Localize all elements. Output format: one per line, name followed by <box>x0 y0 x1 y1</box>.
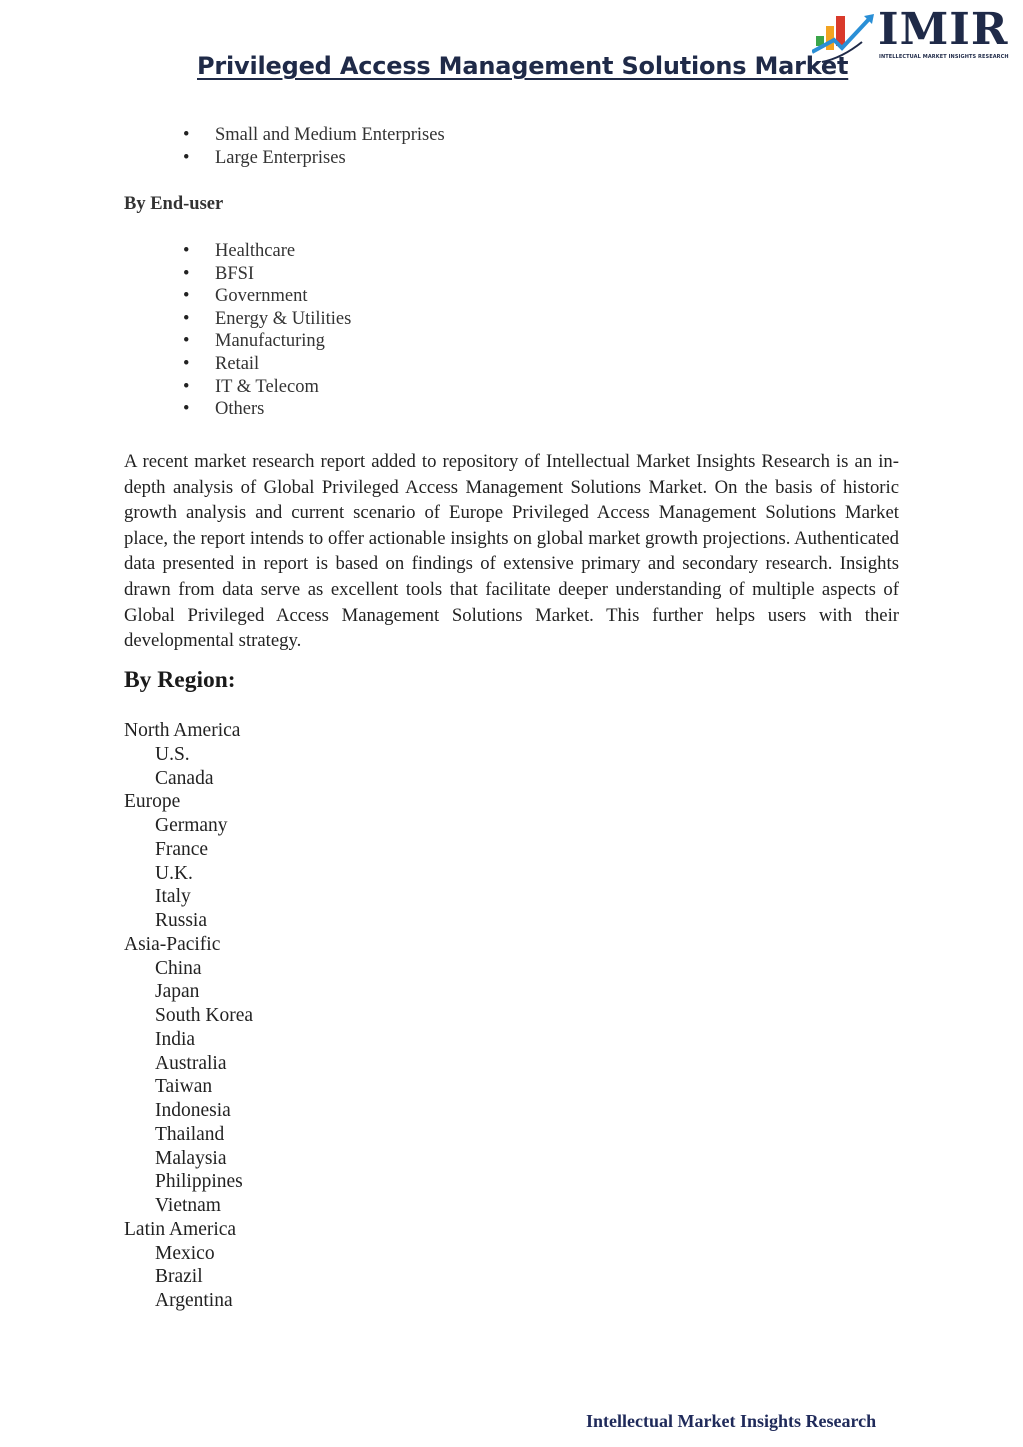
list-item: • BFSI <box>183 263 351 286</box>
country-item: South Korea <box>155 1005 254 1026</box>
report-description: A recent market research report added to repository of Intellectual Market Insights Research is an in-depth analysis of Global Privileged Access Management Solutions Market. On the basis of historic growth analysis and current scenario of Europe Privileged Access Management Solutions Market place, the report intends to offer actionable insights on global market growth projections. Authenticated data presented in report is based on findings of extensive primary and secondary research. Insights drawn from data serve as excellent tools that facilitate deeper understanding of multiple aspects of Global Privileged Access Management Solutions Market. This further helps users with their developmental strategy. <box>124 451 899 652</box>
country-item: Germany <box>155 815 228 836</box>
country-item: Philippines <box>155 1171 243 1193</box>
country-item: Taiwan <box>155 1076 213 1098</box>
country-item: Russia <box>155 910 208 931</box>
region-name: Asia-Pacific <box>124 933 221 955</box>
list-item: • Manufacturing <box>183 330 351 353</box>
region-name: North America <box>124 720 241 741</box>
country-item: Argentina <box>155 1290 233 1311</box>
country-item: China <box>155 957 202 979</box>
imir-logo <box>812 4 1009 70</box>
country-item: Malaysia <box>155 1147 227 1169</box>
region-heading: By Region: <box>124 667 236 693</box>
enterprise-size-list <box>183 124 445 169</box>
country-item: Italy <box>155 886 191 908</box>
country-item: U.S. <box>155 743 190 765</box>
end-user-list <box>183 240 351 421</box>
country-item: Australia <box>155 1052 227 1074</box>
logo-wordmark: IMIR <box>878 4 1009 55</box>
country-item: Thailand <box>155 1123 225 1145</box>
region-name: Latin America <box>124 1218 237 1240</box>
list-item: • Healthcare <box>183 240 351 263</box>
country-item: Indonesia <box>155 1100 231 1121</box>
end-user-heading: By End-user <box>124 194 224 214</box>
country-item: Brazil <box>155 1266 203 1288</box>
list-item: • Government <box>183 285 351 308</box>
page-title: Privileged Access Management Solutions Market <box>197 52 849 80</box>
country-item: U.K. <box>155 862 193 884</box>
country-item: Mexico <box>155 1242 215 1264</box>
country-item: Japan <box>155 981 200 1003</box>
list-item: • Small and Medium Enterprises <box>183 124 445 147</box>
list-item: • IT & Telecom <box>183 376 351 399</box>
country-item: Vietnam <box>155 1195 221 1216</box>
list-item: • Others <box>183 398 351 421</box>
country-item: France <box>155 838 209 860</box>
country-item: India <box>155 1028 196 1050</box>
region-name: Europe <box>124 791 181 813</box>
list-item: • Energy & Utilities <box>183 308 351 331</box>
list-item: • Retail <box>183 353 351 376</box>
logo-chart-icon <box>812 12 882 70</box>
country-item: Canada <box>155 767 214 789</box>
footer-publisher: Intellectual Market Insights Research <box>586 1411 877 1431</box>
list-item: • Large Enterprises <box>183 147 445 170</box>
region-list <box>124 719 253 1313</box>
logo-tagline: INTELLECTUAL MARKET INSIGHTS RESEARCH <box>879 54 1009 60</box>
